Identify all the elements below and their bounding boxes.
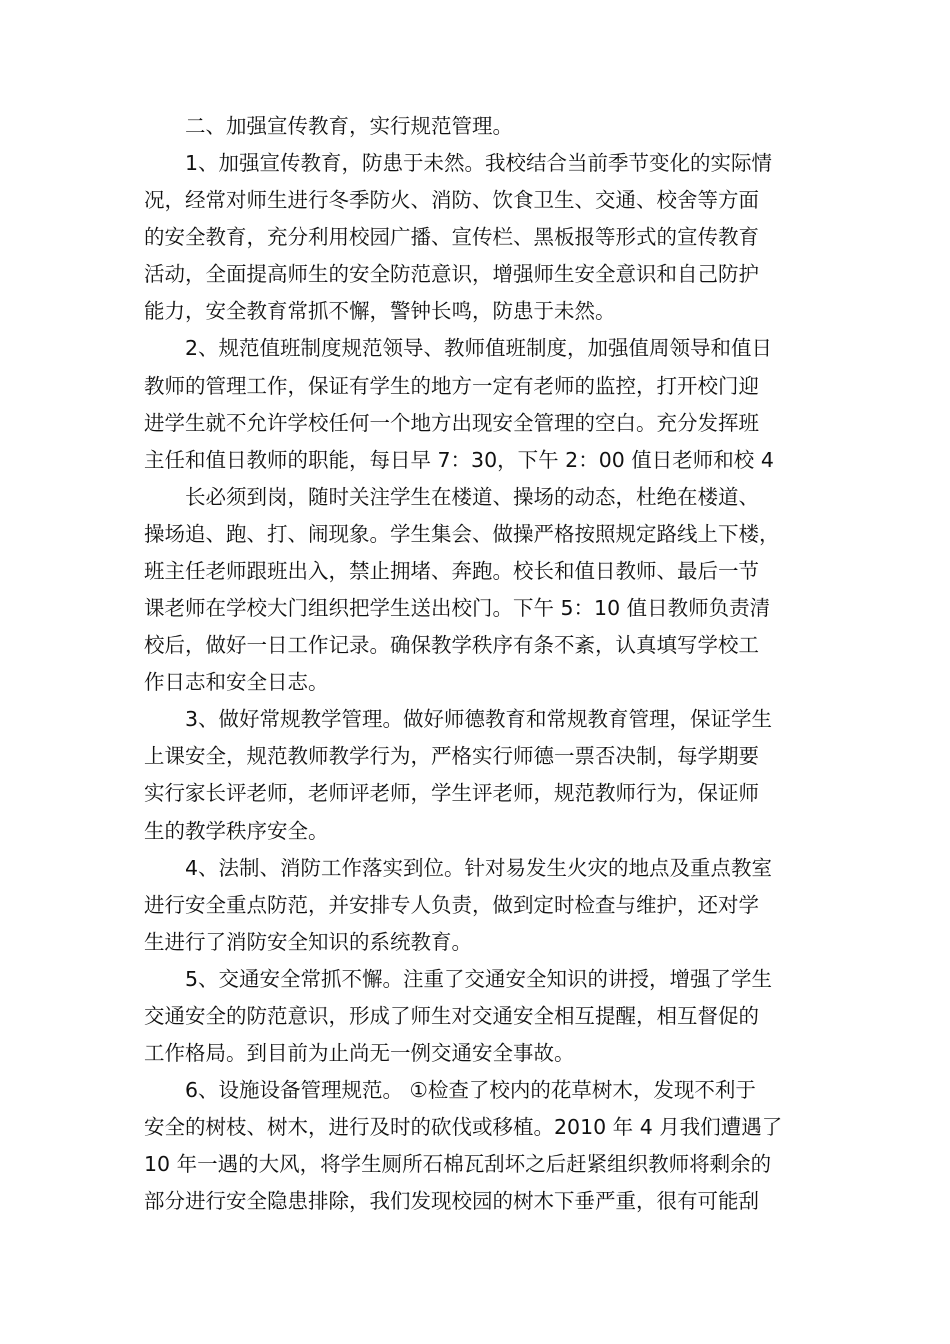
text-line: 校后，做好一日工作记录。确保教学秩序有条不紊，认真填写学校工 bbox=[144, 633, 759, 658]
text-line: 课老师在学校大门组织把学生送出校门。下午 5：10 值日教师负责清 bbox=[144, 596, 771, 621]
text-line: 操场追、跑、打、闹现象。学生集会、做操严格按照规定路线上下楼， bbox=[144, 521, 780, 546]
text-line: 教师的管理工作，保证有学生的地方一定有老师的监控，打开校门迎 bbox=[144, 373, 759, 398]
text-line: 长必须到岗，随时关注学生在楼道、操场的动态，杜绝在楼道、 bbox=[185, 484, 759, 509]
text-line: 主任和值日教师的职能，每日早 7：30，下午 2：00 值日老师和校 4 bbox=[144, 447, 774, 472]
text-line: 上课安全，规范教师教学行为，严格实行师德一票否决制，每学期要 bbox=[144, 744, 759, 769]
text-line: 班主任老师跟班出入，禁止拥堵、奔跑。校长和值日教师、最后一节 bbox=[144, 558, 759, 583]
text-line: 4、法制、消防工作落实到位。针对易发生火灾的地点及重点教室 bbox=[185, 855, 773, 880]
text-line: 二、加强宣传教育，实行规范管理。 bbox=[185, 114, 513, 138]
text-line: 2、规范值班制度规范领导、教师值班制度，加强值周领导和值日 bbox=[185, 336, 773, 361]
text-line: 进行安全重点防范，并安排专人负责，做到定时检查与维护，还对学 bbox=[144, 892, 759, 917]
text-line: 能力，安全教育常抓不懈，警钟长鸣，防患于未然。 bbox=[144, 299, 616, 324]
text-line: 3、做好常规教学管理。做好师德教育和常规教育管理，保证学生 bbox=[185, 707, 773, 732]
text-line: 况，经常对师生进行冬季防火、消防、饮食卫生、交通、校舍等方面 bbox=[144, 188, 759, 213]
text-line: 作日志和安全日志。 bbox=[144, 670, 329, 695]
text-line: 1、加强宣传教育，防患于未然。我校结合当前季节变化的实际情 bbox=[185, 151, 773, 176]
text-line: 交通安全的防范意识，形成了师生对交通安全相互提醒，相互督促的 bbox=[144, 1003, 759, 1028]
text-line: 工作格局。到目前为止尚无一例交通安全事故。 bbox=[144, 1041, 575, 1065]
text-line: 5、交通安全常抓不懈。注重了交通安全知识的讲授，增强了学生 bbox=[185, 966, 773, 991]
text-line: 10 年一遇的大风，将学生厕所石棉瓦刮坏之后赶紧组织教师将剩余的 bbox=[144, 1152, 772, 1177]
text-line: 进学生就不允许学校任何一个地方出现安全管理的空白。充分发挥班 bbox=[144, 410, 759, 435]
text-line: 生进行了消防安全知识的系统教育。 bbox=[144, 929, 472, 954]
text-line: 实行家长评老师，老师评老师，学生评老师，规范教师行为，保证师 bbox=[144, 781, 759, 806]
text-line: 部分进行安全隐患排除，我们发现校园的树木下垂严重，很有可能刮 bbox=[144, 1189, 759, 1214]
text-line: 的安全教育，充分利用校园广播、宣传栏、黑板报等形式的宣传教育 bbox=[144, 225, 759, 250]
text-line: 6、设施设备管理规范。 ①检查了校内的花草树木，发现不利于 bbox=[185, 1078, 756, 1103]
text-line: 生的教学秩序安全。 bbox=[144, 818, 329, 843]
text-line: 活动，全面提高师生的安全防范意识，增强师生安全意识和自己防护 bbox=[144, 262, 759, 287]
text-line: 安全的树枝、树木，进行及时的砍伐或移植。2010 年 4 月我们遭遇了 bbox=[144, 1115, 783, 1140]
